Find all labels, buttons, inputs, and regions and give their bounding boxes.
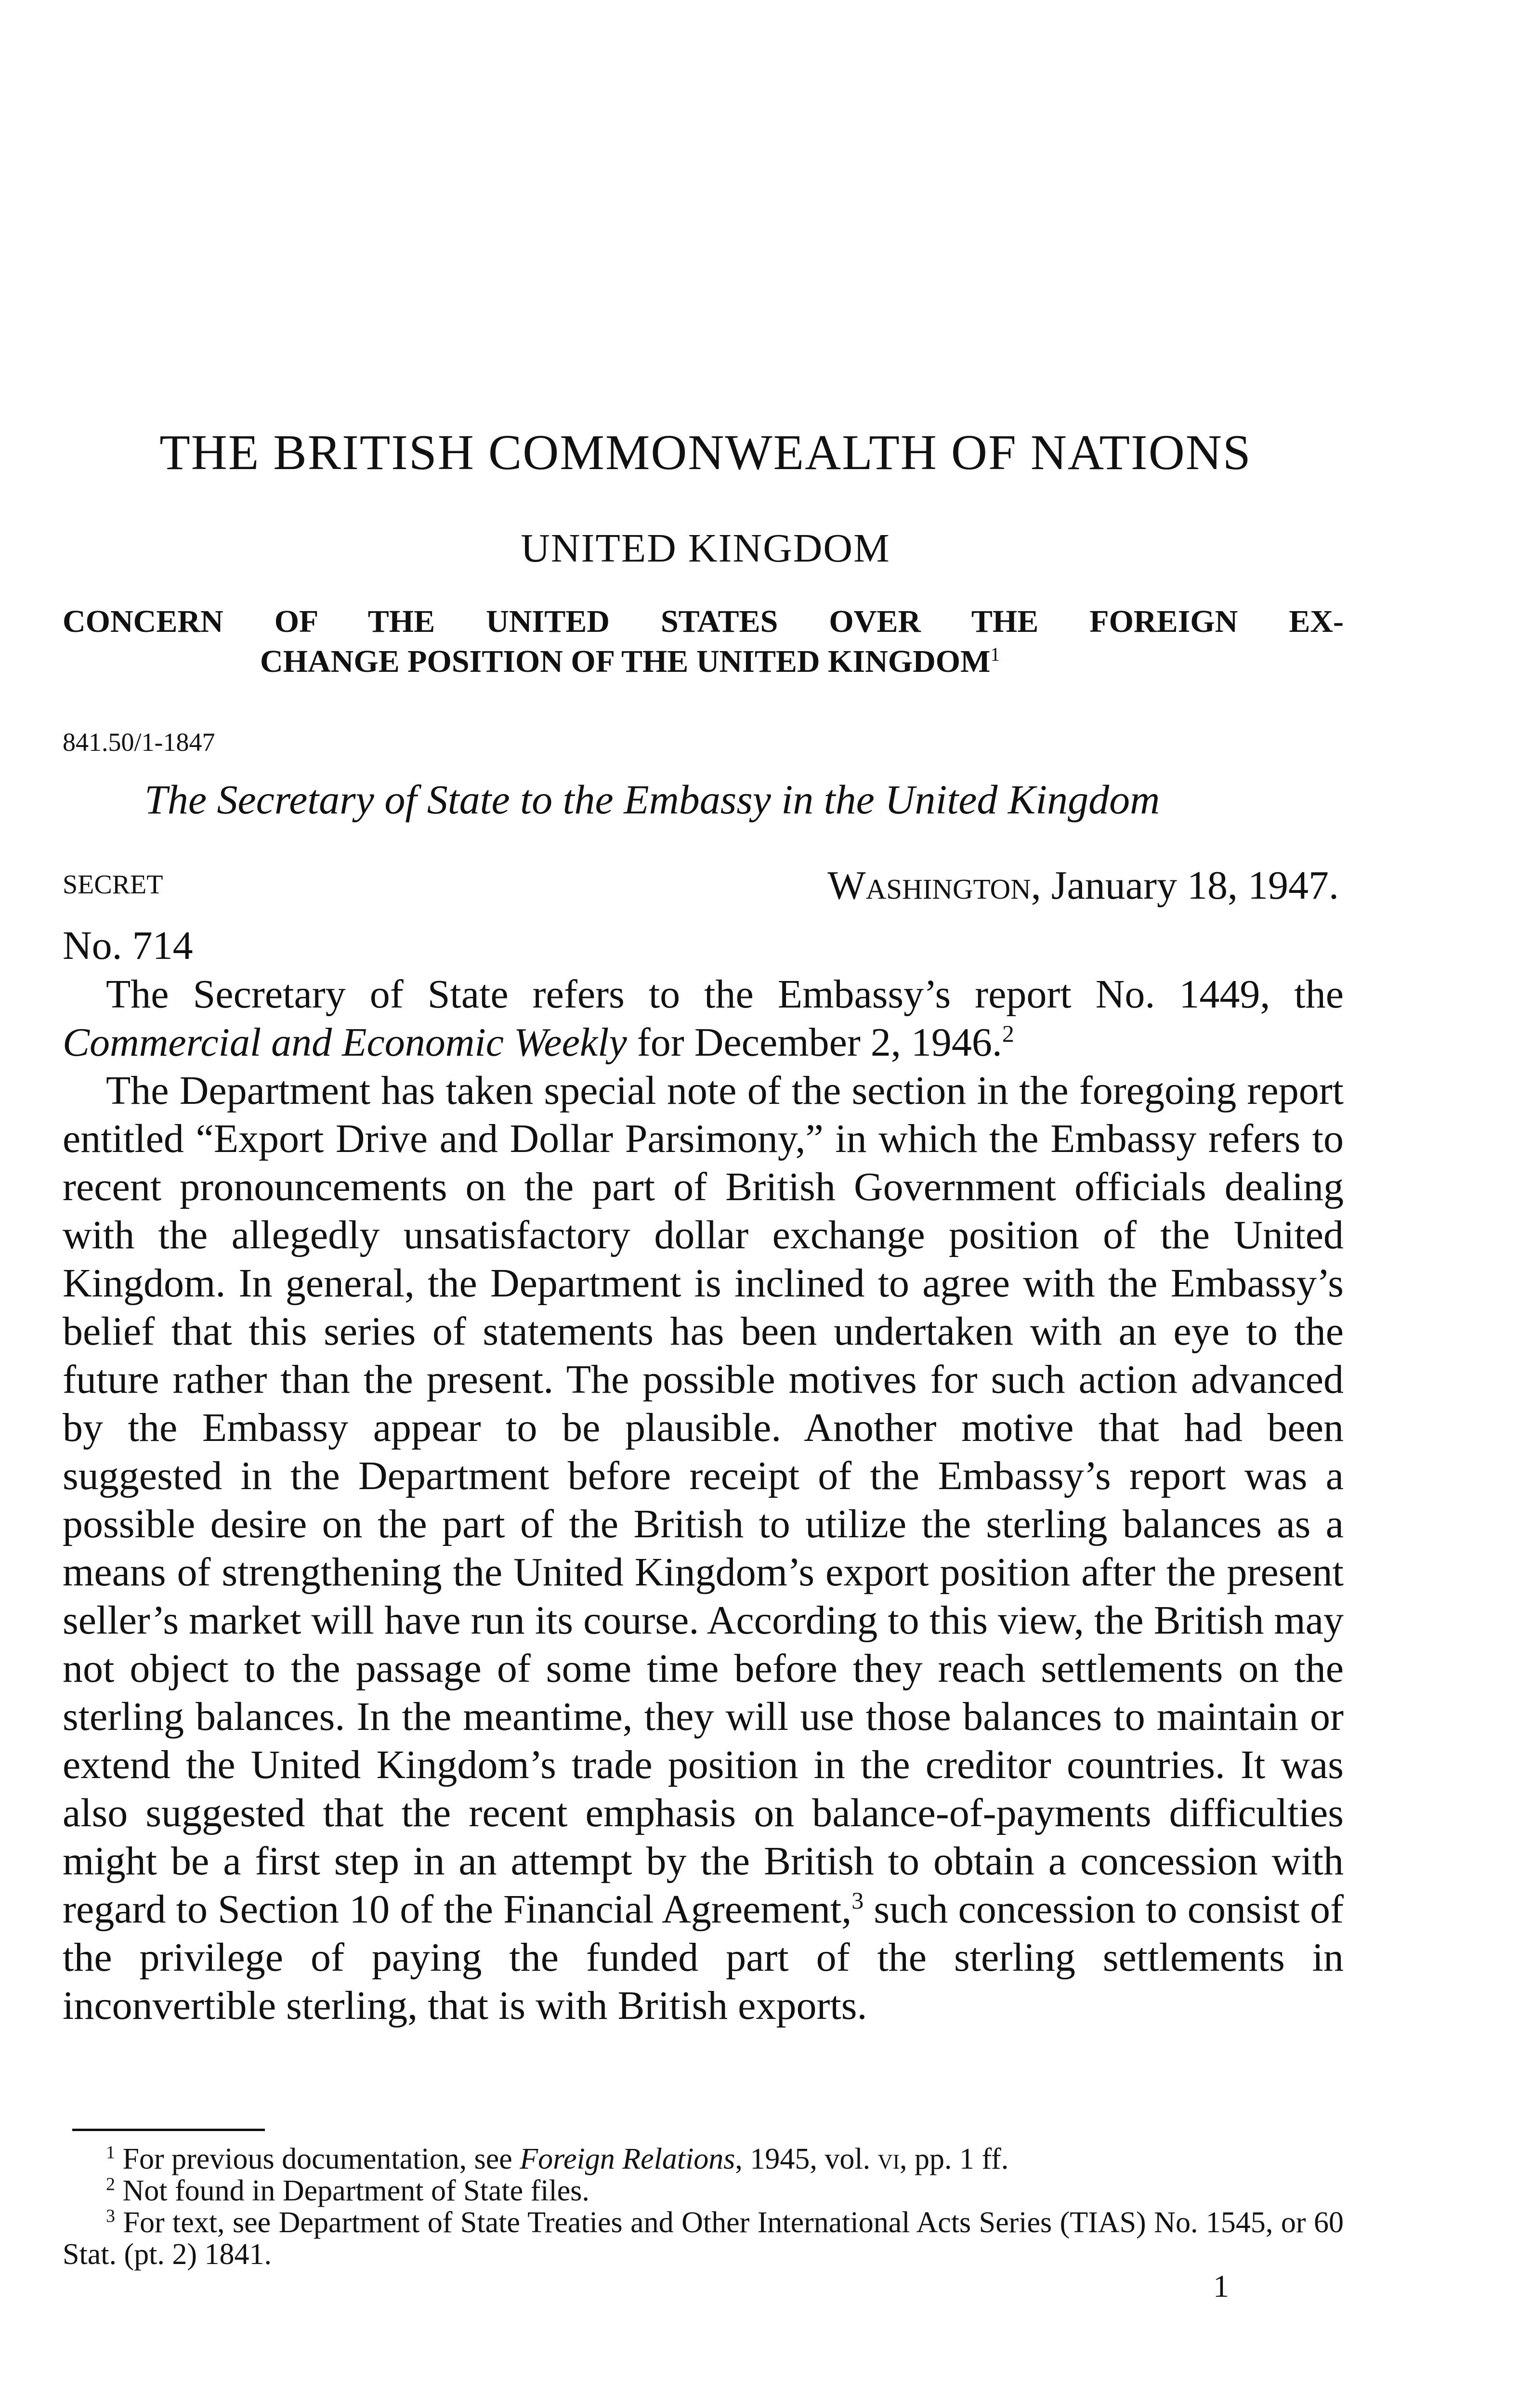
body-text <box>63 970 1344 2030</box>
section-subtitle: UNITED KINGDOM <box>521 526 890 571</box>
paragraph-2: The Department has taken special note of the section in the foregoing report entitled “Export Drive and Dollar Parsimony,” in which the Embassy refers to recent pronouncements on the part of British Government officials dealing with the allegedly unsatisfactory dollar exchange position of the United Kingdom. In general, the Department is inclined to agree with the Embassy’s belief that this series of statements has been undertaken with an eye to the future rather than the present. The possible motives for such action advanced by the Embassy appear to be plausible. Another motive that had been suggested in the Department before receipt of the Embassy’s report was a possible desire on the part of the British to utilize the sterling balances as a means of strengthening the United Kingdom’s export position after the present seller’s market will have run its course. According to this view, the British may not object to the passage of some time before they reach settlements on the sterling balances. In the meantime, they will use those balances to maintain or extend the United Kingdom’s trade position in the creditor countries. It was also suggested that the recent emphasis on balance-of-payments difficulties might be a first step in an attempt by the British to obtain a concession with regard to Section 10 of the Financial Agreement,$^3$ such concession to consist of the privilege of paying the funded part of the sterling settlements in inconvertible sterling, that is with British exports. <box>63 1068 1344 2028</box>
file-number: 841.50/1-1847 <box>63 728 215 757</box>
paragraph-1: The Secretary of State refers to the Embassy’s report No. 1449, the Commercial and Economic Weekly for December 2, 1946.$^2$ <box>63 972 1344 1065</box>
date: , January 18, 1947. <box>1031 863 1339 908</box>
footnote-ref-2: 2 <box>1002 1020 1014 1047</box>
footnotes <box>63 2143 1344 2270</box>
place: Washington <box>827 863 1031 908</box>
place-date <box>827 862 1339 909</box>
document-title: The Secretary of State to the Embassy in the United Kingdom <box>144 776 1160 823</box>
publication-title: Commercial and Economic Weekly <box>63 1020 627 1065</box>
footnote-3: $^3$ For text, see Department of State Treaties and Other International Acts Series (TIAS) No. 1545, or 60 Stat. (pt. 2) 1841. <box>63 2206 1344 2271</box>
footnote-1: $^1$ For previous documentation, see Foreign Relations, 1945, vol. vi, pp. 1 ff. <box>106 2142 1009 2175</box>
concern-heading-line2: CHANGE POSITION OF THE UNITED KINGDOM$^1$ <box>260 643 1000 679</box>
footnote-2: $^2$ Not found in Department of State files. <box>106 2174 589 2207</box>
footnote-ref-3: 3 <box>851 1887 864 1914</box>
classification-label: SECRET <box>63 870 163 900</box>
page-number: 1 <box>1213 2269 1229 2304</box>
concern-heading <box>63 602 1344 681</box>
footnote-ref-1: 1 <box>990 643 1000 665</box>
footnote-divider <box>72 2129 265 2131</box>
concern-heading-line1: CONCERN OF THE UNITED STATES OVER THE FOREIGN EX- <box>63 604 1344 639</box>
main-title: THE BRITISH COMMONWEALTH OF NATIONS <box>159 425 1252 480</box>
document-number: No. 714 <box>63 923 193 968</box>
